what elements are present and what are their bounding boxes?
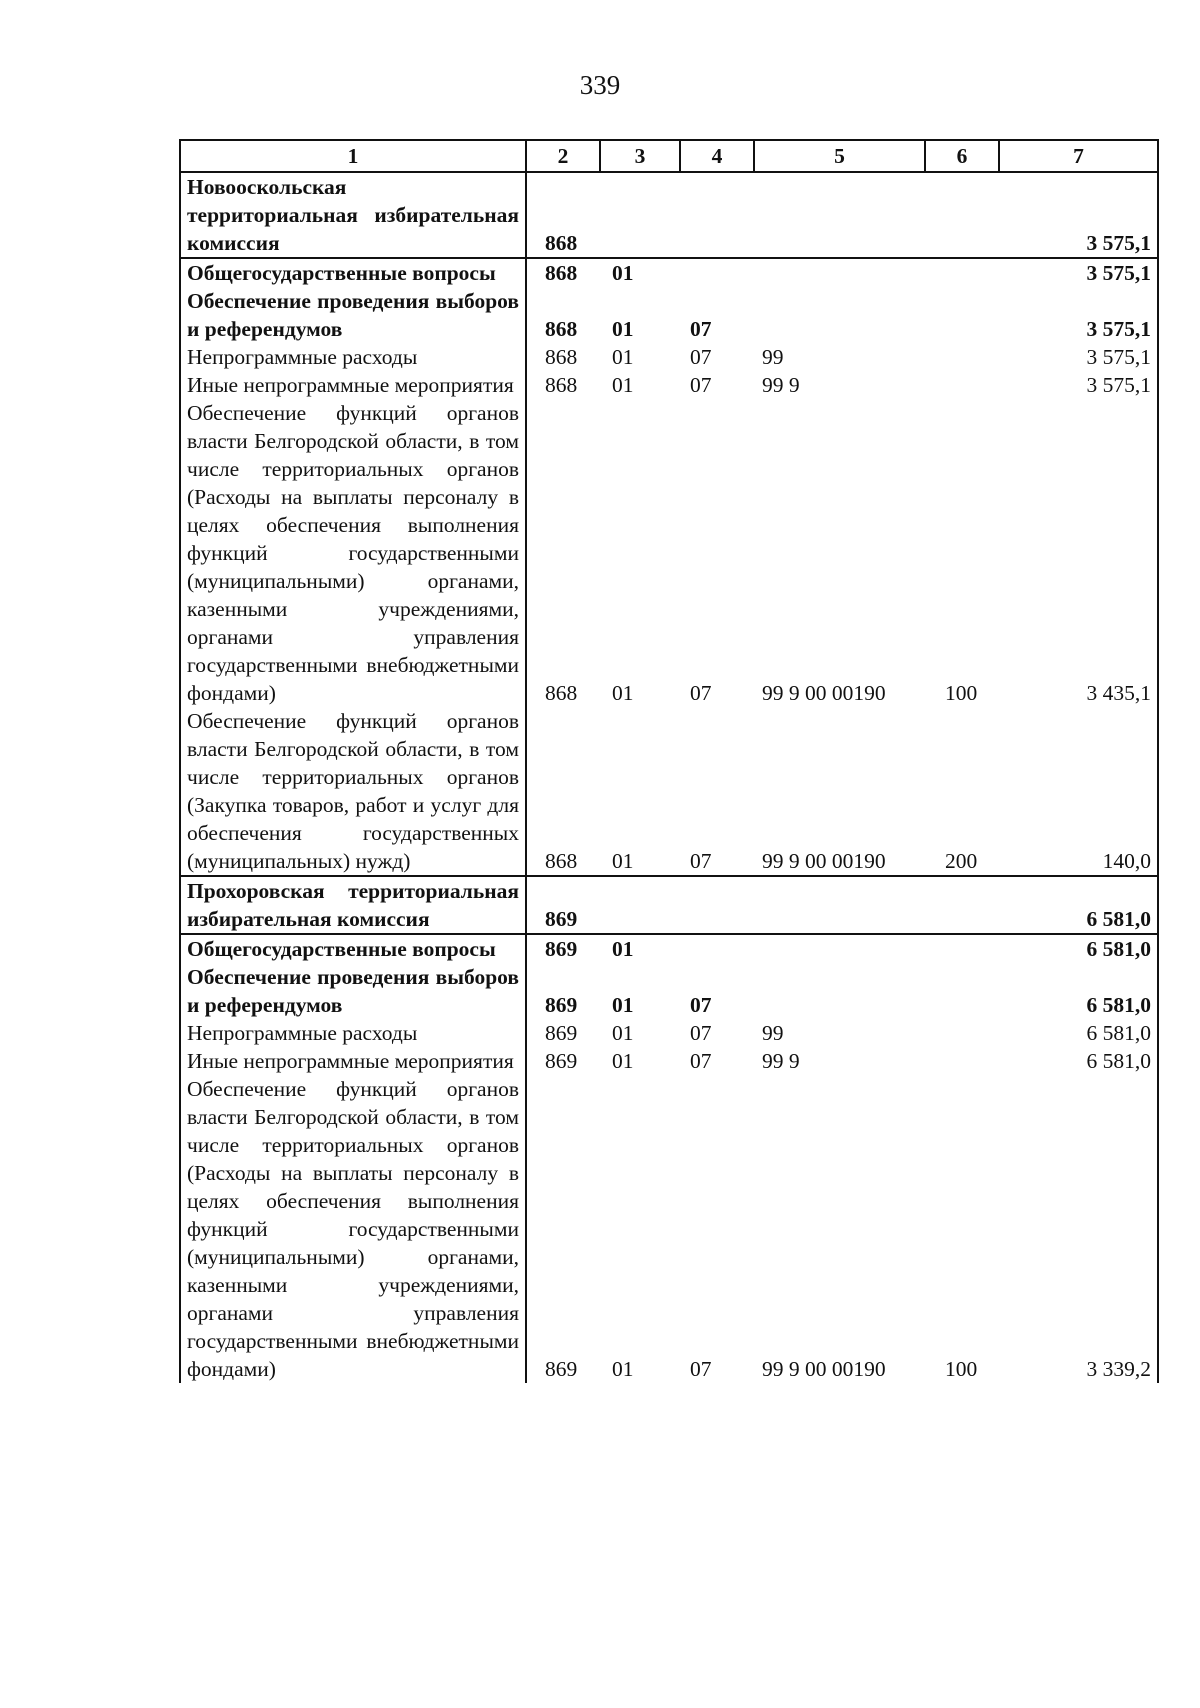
subsection-cell <box>680 876 754 934</box>
amount-cell: 3 575,1 <box>999 371 1158 399</box>
expense-type-cell <box>925 963 999 1019</box>
section-cell: 01 <box>612 849 634 873</box>
target-article-cell <box>754 172 925 258</box>
table-row <box>180 399 1158 707</box>
admin-code-cell: 869 <box>526 1075 600 1383</box>
amount-cell: 3 339,2 <box>999 1075 1158 1383</box>
admin-code-cell: 868 <box>526 399 600 707</box>
section-cell: 01 <box>612 1021 634 1045</box>
row-name-cell: Непрограммные расходы <box>180 1019 526 1047</box>
header-cell-3: 3 <box>600 140 680 172</box>
target-article-cell: 99 9 00 00190 <box>762 681 886 705</box>
target-article-cell <box>754 934 925 963</box>
header-cell-7: 7 <box>999 140 1158 172</box>
header-cell-1: 1 <box>180 140 526 172</box>
target-article-cell <box>754 876 925 934</box>
subsection-cell: 07 <box>690 345 712 369</box>
subsection-cell <box>680 172 754 258</box>
table-row <box>180 934 1158 963</box>
admin-code-cell: 869 <box>526 1047 600 1075</box>
expense-type-cell <box>925 287 999 343</box>
amount-cell: 6 581,0 <box>999 876 1158 934</box>
section-cell: 01 <box>612 1049 634 1073</box>
table-row <box>180 287 1158 343</box>
subsection-cell <box>680 934 754 963</box>
amount-cell: 3 575,1 <box>999 258 1158 287</box>
amount-cell: 6 581,0 <box>999 1019 1158 1047</box>
header-cell-2: 2 <box>526 140 600 172</box>
expense-type-cell <box>925 934 999 963</box>
admin-code-cell: 868 <box>526 707 600 876</box>
table-row <box>180 963 1158 1019</box>
target-article-cell: 99 9 <box>762 373 800 397</box>
row-name-cell: Обеспечение функций органов власти Белгородской области, в том числе территориальных органов (Расходы на выплаты персоналу в целях обеспечения выполнения функций государственными (муниципальными) органами, казенными учреждениями, органами управления государственными внебюджетными фондами) <box>180 399 526 707</box>
table-row <box>180 172 1158 258</box>
header-cell-5: 5 <box>754 140 925 172</box>
section-cell: 01 <box>612 317 634 341</box>
row-name-cell: Обеспечение проведения выборов и референдумов <box>180 287 526 343</box>
section-cell: 01 <box>612 345 634 369</box>
subsection-cell: 07 <box>690 1357 712 1381</box>
section-cell <box>600 172 680 258</box>
row-name-cell: Новооскольская территориальная избирательная комиссия <box>180 172 526 258</box>
header-cell-4: 4 <box>680 140 754 172</box>
row-name-cell: Иные непрограммные мероприятия <box>180 1047 526 1075</box>
admin-code-cell: 868 <box>526 287 600 343</box>
expense-type-cell <box>925 876 999 934</box>
expense-type-cell <box>925 172 999 258</box>
amount-cell: 3 575,1 <box>999 287 1158 343</box>
target-article-cell <box>754 258 925 287</box>
table-row <box>180 1019 1158 1047</box>
section-cell <box>600 876 680 934</box>
admin-code-cell: 868 <box>526 371 600 399</box>
header-row <box>180 140 1158 172</box>
row-name-cell: Обеспечение функций органов власти Белгородской области, в том числе территориальных органов (Расходы на выплаты персоналу в целях обеспечения выполнения функций государственными (муниципальными) органами, казенными учреждениями, органами управления государственными внебюджетными фондами) <box>180 1075 526 1383</box>
section-cell: 01 <box>612 373 634 397</box>
target-article-cell: 99 9 <box>762 1049 800 1073</box>
subsection-cell: 07 <box>690 993 712 1017</box>
admin-code-cell: 869 <box>526 934 600 963</box>
amount-cell: 3 575,1 <box>999 343 1158 371</box>
expense-type-cell <box>925 1047 999 1075</box>
row-name-cell: Обеспечение проведения выборов и референдумов <box>180 963 526 1019</box>
row-name-cell: Общегосударственные вопросы <box>180 934 526 963</box>
amount-cell: 6 581,0 <box>999 963 1158 1019</box>
row-name-cell: Непрограммные расходы <box>180 343 526 371</box>
section-cell: 01 <box>600 258 680 287</box>
amount-cell: 3 435,1 <box>999 399 1158 707</box>
target-article-cell: 99 9 00 00190 <box>762 1357 886 1381</box>
subsection-cell: 07 <box>690 317 712 341</box>
subsection-cell: 07 <box>690 373 712 397</box>
section-cell: 01 <box>612 681 634 705</box>
table-row <box>180 258 1158 287</box>
target-article-cell: 99 <box>762 345 784 369</box>
table-row <box>180 876 1158 934</box>
page-number: 339 <box>579 70 621 100</box>
admin-code-cell: 869 <box>526 876 600 934</box>
amount-cell: 6 581,0 <box>999 1047 1158 1075</box>
table-row <box>180 707 1158 876</box>
subsection-cell <box>680 258 754 287</box>
section-cell: 01 <box>600 934 680 963</box>
expense-type-cell <box>925 258 999 287</box>
expense-type-cell: 100 <box>945 681 978 705</box>
expense-type-cell: 200 <box>945 849 978 873</box>
row-name-cell: Прохоровская территориальная избирательная комиссия <box>180 876 526 934</box>
header-cell-6: 6 <box>925 140 999 172</box>
section-cell: 01 <box>612 993 634 1017</box>
table-body <box>180 172 1158 1383</box>
admin-code-cell: 869 <box>526 963 600 1019</box>
table-row <box>180 1075 1158 1383</box>
budget-table <box>179 139 1159 1383</box>
target-article-cell: 99 9 00 00190 <box>762 849 886 873</box>
expense-type-cell <box>925 1019 999 1047</box>
subsection-cell: 07 <box>690 1021 712 1045</box>
amount-cell: 6 581,0 <box>999 934 1158 963</box>
expense-type-cell <box>925 371 999 399</box>
table-row <box>180 1047 1158 1075</box>
section-cell: 01 <box>612 1357 634 1381</box>
target-article-cell <box>754 963 925 1019</box>
target-article-cell: 99 <box>762 1021 784 1045</box>
expense-type-cell: 100 <box>945 1357 978 1381</box>
admin-code-cell: 868 <box>526 343 600 371</box>
expense-type-cell <box>925 343 999 371</box>
amount-cell: 140,0 <box>999 707 1158 876</box>
table-row <box>180 343 1158 371</box>
row-name-cell: Общегосударственные вопросы <box>180 258 526 287</box>
admin-code-cell: 868 <box>526 258 600 287</box>
subsection-cell: 07 <box>690 681 712 705</box>
subsection-cell: 07 <box>690 1049 712 1073</box>
row-name-cell: Обеспечение функций органов власти Белгородской области, в том числе территориальных органов (Закупка товаров, работ и услуг для обеспечения государственных (муниципальных) нужд) <box>180 707 526 876</box>
admin-code-cell: 869 <box>526 1019 600 1047</box>
subsection-cell: 07 <box>690 849 712 873</box>
admin-code-cell: 868 <box>526 172 600 258</box>
table-row <box>180 371 1158 399</box>
target-article-cell <box>754 287 925 343</box>
row-name-cell: Иные непрограммные мероприятия <box>180 371 526 399</box>
amount-cell: 3 575,1 <box>999 172 1158 258</box>
